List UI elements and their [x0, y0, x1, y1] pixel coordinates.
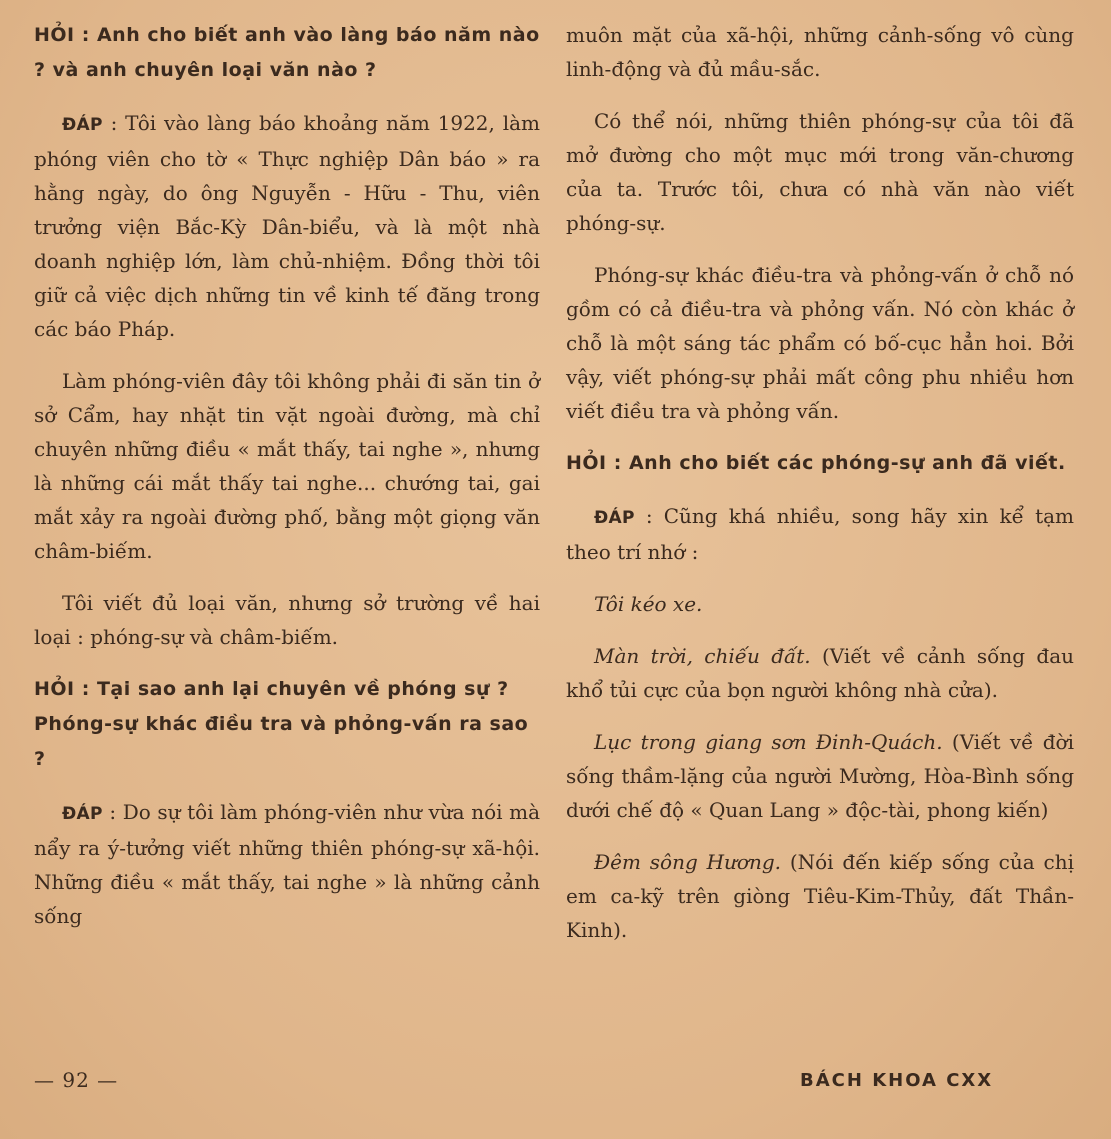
paragraph: Có thể nói, những thiên phóng-sự của tôi đã mở đường cho một mục mới trong văn-chương của ta. Trước tôi, chưa có nhà văn nào viết phóng-sự. [566, 109, 1074, 235]
answer-text: : Tôi vào làng báo khoảng năm 1922, làm phóng viên cho tờ « Thực nghiệp Dân báo » ra hằng ngày, do ông Nguyễn - Hữu - Thu, viên trưởng viện Bắc-Kỳ Dân-biểu, và là một nhà doanh nghiệp lớn, làm chủ-nhiệm. Đồng thời tôi giữ cả việc dịch những tin về kinh tế đăng trong các báo Pháp. [34, 111, 540, 341]
work-description: (Viết về cảnh sống đau khổ tủi cực của bọn người không nhà cửa). [566, 644, 1074, 702]
question-1 [34, 18, 540, 88]
question-label: HỎI [34, 678, 75, 700]
answer-3 [566, 499, 1074, 569]
work-item [566, 639, 1074, 707]
answer-label: ĐÁP [594, 508, 635, 528]
paragraph: Phóng-sự khác điều-tra và phỏng-vấn ở chỗ nó gồm có cả điều-tra và phỏng vấn. Nó còn khác ở chỗ là một sáng tác phẩm có bố-cục hẳn hoi. Bởi vậy, viết phóng-sự phải mất công phu nhiều hơn viết điều tra và phỏng vấn. [566, 263, 1074, 423]
answer-label: ĐÁP [62, 115, 103, 135]
work-item [566, 587, 1074, 621]
work-description: (Nói đến kiếp sống của chị em ca-kỹ trên giòng Tiêu-Kim-Thủy, đất Thần-Kinh). [566, 850, 1074, 942]
page-number: — 92 — [34, 1068, 119, 1092]
question-label: HỎI [566, 452, 607, 474]
paragraph: muôn mặt của xã-hội, những cảnh-sống vô cùng linh-động và đủ mầu-sắc. [566, 23, 1074, 81]
answer-text: : Do sự tôi làm phóng-viên như vừa nói mà nẩy ra ý-tưởng viết những thiên phóng-sự xã-hội. Những điều « mắt thấy, tai nghe » là những cảnh sống [34, 800, 541, 928]
answer-label: ĐÁP [62, 804, 103, 824]
question-text: : Anh cho biết các phóng-sự anh đã viết. [613, 452, 1066, 474]
answer-2 [34, 795, 540, 933]
left-column [34, 18, 540, 951]
work-title: Màn trời, chiếu đất. [594, 644, 811, 668]
right-column [566, 18, 1074, 965]
question-3 [566, 446, 1074, 481]
paragraph: Tôi viết đủ loại văn, nhưng sở trường về hai loại : phóng-sự và châm-biếm. [34, 591, 540, 649]
answer-text: : Cũng khá nhiều, song hãy xin kể tạm theo trí nhớ : [566, 504, 1075, 564]
work-title: Đêm sông Hương. [594, 850, 781, 874]
question-2 [34, 672, 540, 777]
answer-1 [34, 106, 540, 346]
question-text: : Anh cho biết anh vào làng báo năm nào ? và anh chuyên loại văn nào ? [34, 24, 540, 81]
work-item [566, 845, 1074, 947]
magazine-footer-title: BÁCH KHOA CXX [800, 1070, 994, 1091]
paragraph: Làm phóng-viên đây tôi không phải đi săn tin ở sở Cẩm, hay nhặt tin vặt ngoài đường, mà chỉ chuyên những điều « mắt thấy, tai nghe », nhưng là những cái mắt thấy tai nghe... chướng tai, gai mắt xảy ra ngoài đường phố, bằng một giọng văn châm-biếm. [34, 369, 540, 563]
work-title: Lục trong giang sơn Đinh-Quách. [594, 730, 943, 754]
work-title: Tôi kéo xe. [594, 592, 703, 616]
work-item [566, 725, 1074, 827]
question-text: : Tại sao anh lại chuyên về phóng sự ? Phóng-sự khác điều tra và phỏng-vấn ra sao ? [34, 678, 529, 770]
work-description: (Viết về đời sống thầm-lặng của người Mường, Hòa-Bình sống dưới chế độ « Quan Lang » độc-tài, phong kiến) [566, 730, 1074, 822]
question-label: HỎI [34, 24, 75, 46]
